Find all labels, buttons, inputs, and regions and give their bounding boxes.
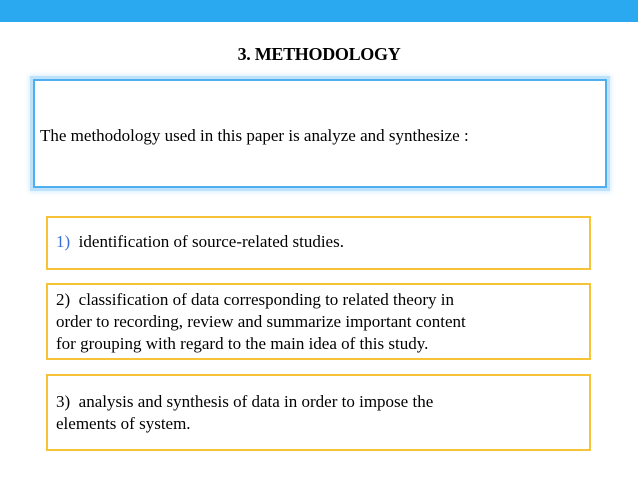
- step-line-text: classification of data corresponding to related theory in: [78, 290, 454, 309]
- step-number-2: 2): [56, 290, 71, 309]
- intro-box: [33, 79, 607, 188]
- step-text-1: [56, 231, 344, 253]
- step-text-2: [56, 289, 466, 355]
- step-box-2: [46, 283, 591, 360]
- header-bar: [0, 0, 638, 22]
- step-text-3: [56, 391, 433, 435]
- step-line: for grouping with regard to the main idea of this study.: [56, 334, 429, 353]
- intro-text: The methodology used in this paper is analyze and synthesize :: [40, 126, 469, 145]
- step-line: [56, 289, 466, 311]
- step-line-text: analysis and synthesis of data in order to impose the: [78, 392, 434, 411]
- step-number-1: 1): [56, 232, 71, 251]
- slide-title: 3. METHODOLOGY: [237, 44, 401, 64]
- step-line: identification of source-related studies.: [78, 232, 344, 251]
- step-line: [56, 391, 433, 413]
- step-box-1: [46, 216, 591, 270]
- step-box-3: [46, 374, 591, 451]
- step-line: elements of system.: [56, 414, 191, 433]
- step-number-3: 3): [56, 392, 71, 411]
- step-line: order to recording, review and summarize important content: [56, 312, 466, 331]
